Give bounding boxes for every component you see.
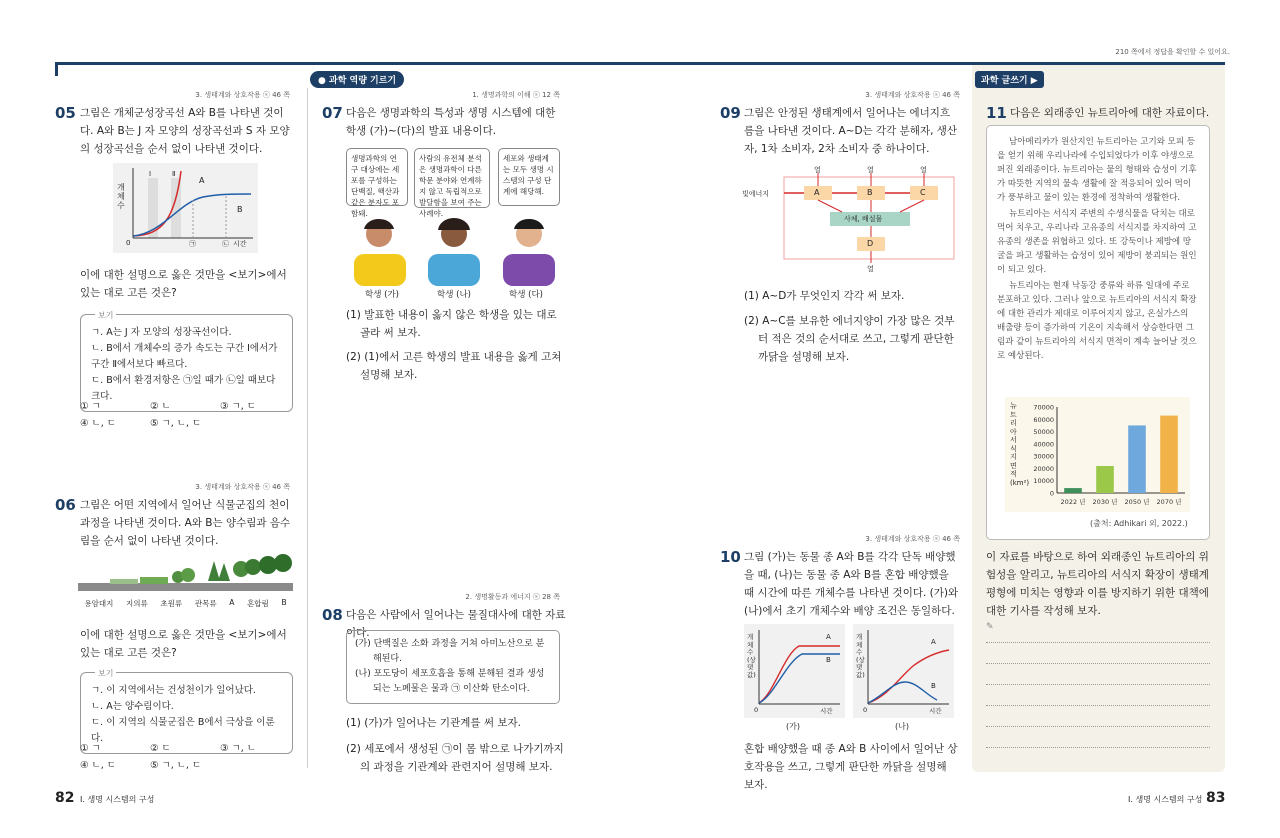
student-label: 학생 (다) <box>509 290 543 300</box>
answer-line[interactable] <box>986 622 1210 643</box>
q07-sub1: (1) 발표한 내용이 옳지 않은 학생을 있는 대로 골라 써 보자. <box>346 309 557 339</box>
q07-text: 다음은 생명과학의 특성과 생명 시스템에 대한 학생 (가)~(다)의 발표 내용이다. <box>346 107 556 137</box>
q05-source: 3. 생태계와 상호작용 ⓢ 46 쪽 <box>195 91 290 99</box>
node-c: C <box>920 188 926 197</box>
curve-b <box>868 682 937 703</box>
writing-badge <box>975 71 1044 88</box>
stage-label: 혼합림 <box>247 599 269 608</box>
answer-line[interactable] <box>986 685 1210 706</box>
interval2-label: Ⅱ <box>172 170 176 178</box>
nutria-chart <box>1005 397 1190 512</box>
stage-label: B <box>281 598 287 607</box>
answer-line[interactable] <box>986 706 1210 727</box>
shrub <box>181 568 195 582</box>
section-badge <box>310 71 404 88</box>
stage-label: 지의류 <box>125 599 148 608</box>
section-badge-label: 과학 역량 기르기 <box>329 76 397 86</box>
student-ga-shirt <box>354 254 406 286</box>
choice-1[interactable]: ① ㄱ <box>80 401 101 412</box>
student-da-shirt <box>503 254 555 286</box>
q11-number: 11 <box>986 104 1007 122</box>
label-a: A <box>826 633 831 641</box>
q10-number: 10 <box>720 548 741 566</box>
q10-graph-na <box>853 624 954 718</box>
q10-origin: 0 <box>754 706 759 714</box>
q10-graph-ga <box>744 624 845 718</box>
bogi-item: ㄷ. 이 지역의 식물군집은 B에서 극상을 이룬다. <box>91 717 275 744</box>
q11-paragraph: 뉴트리아는 서식지 주변의 수생식물을 닥치는 대로 먹어 치우고, 우리나라 고유종의 서식지를 차지하여 고유종의 생존을 위협하고 있다. 또 강둑이나 제방에 땅굴을 파고 생활하는 습성이 있어 제방이 붕괴되는 원인이 되고 있다. <box>997 209 1197 275</box>
q05-ylabel: 개체수 <box>117 183 125 210</box>
stage-label: 관목류 <box>194 599 217 608</box>
badge-dot-icon: ● <box>318 76 326 86</box>
label-b: B <box>931 682 936 690</box>
writing-badge-label: 과학 글쓰기 <box>981 76 1028 86</box>
energy-flow-diagram <box>742 165 962 275</box>
q06-number: 06 <box>55 496 76 514</box>
q06-text: 그림은 어떤 지역에서 일어난 식물군집의 천이 과정을 나타낸 것이다. A와 B는 양수림과 음수림을 순서 없이 나타낸 것이다. <box>80 499 291 547</box>
student-label: 학생 (나) <box>437 290 471 300</box>
tick1-label: ㉠ <box>189 240 196 248</box>
choice-1[interactable]: ① ㄱ <box>80 743 101 754</box>
y-tick-label: 10000 <box>1033 477 1054 486</box>
q08-sub1: (1) (가)가 일어나는 기관계를 써 보자. <box>346 717 521 729</box>
tree-a <box>208 561 220 581</box>
right-page-number: 83 <box>1206 790 1226 806</box>
q10-ylabel: 개체수(상댓값) <box>747 633 756 679</box>
q08-text: 다음은 사람에서 일어나는 물질대사에 대한 자료이다. <box>346 609 566 639</box>
column-divider <box>307 88 308 768</box>
answer-line[interactable] <box>986 727 1210 748</box>
light-energy-label: 빛에너지 <box>742 190 770 198</box>
y-tick-label: 0 <box>1049 489 1054 498</box>
q05-graph <box>113 163 258 253</box>
q08-box-item: (가) 단백질은 소화 과정을 거쳐 아미노산으로 분해된다. <box>355 639 545 664</box>
nutria-ylabel: 뉴트리아 서식지 면적(km²) <box>1010 402 1030 487</box>
arrow-c-mid <box>900 200 924 212</box>
speech-bubble-ga: 생명과학의 연구 대상에는 세포를 구성하는 단백질, 핵산과 같은 분자도 포함돼. <box>346 148 408 206</box>
bar <box>1160 416 1178 493</box>
curve-b-label: B <box>237 205 243 214</box>
graph-na-svg <box>853 624 954 718</box>
q05-question: 이에 대한 설명으로 옳은 것만을 <보기>에서 있는 대로 고른 것은? <box>80 269 287 299</box>
succession-svg <box>78 553 293 595</box>
x-tick-label: 2050 년 <box>1124 498 1150 506</box>
bar <box>1128 425 1146 493</box>
choice-3[interactable]: ③ ㄱ, ㄴ <box>220 743 256 754</box>
q10-source: 3. 생태계와 상호작용 ⓢ 46 쪽 <box>865 535 960 543</box>
q07-sub2: (2) (1)에서 고른 학생의 발표 내용을 옳게 고쳐 설명해 보자. <box>346 351 562 381</box>
stage-label: 초원류 <box>160 599 183 608</box>
q10-origin: 0 <box>863 706 868 714</box>
node-d: D <box>867 239 874 248</box>
q05-choices <box>80 398 305 432</box>
q05-origin: 0 <box>126 239 131 247</box>
bogi-item: ㄱ. 이 지역에서는 건성천이가 일어났다. <box>91 685 256 696</box>
play-icon: ▶ <box>1030 76 1038 86</box>
lichen <box>110 579 138 584</box>
caption-ga: (가) <box>786 722 800 731</box>
student-ga-hair <box>364 219 394 229</box>
stage-label: 용암대지 <box>84 599 114 608</box>
succession-image <box>78 553 293 595</box>
heat-label: 열 <box>867 166 874 174</box>
y-tick-label: 40000 <box>1033 440 1054 449</box>
panel-top-line <box>972 62 1225 65</box>
y-tick-label: 50000 <box>1033 428 1054 437</box>
q11-source-note: (출처: Adhikari 외, 2022.) <box>1090 519 1188 528</box>
student-label: 학생 (가) <box>365 290 399 300</box>
ground <box>78 583 293 591</box>
bar <box>1064 488 1082 493</box>
student-labels <box>346 288 562 300</box>
q11-paragraph: 뉴트리아는 현재 낙동강 중류와 하류 일대에 주로 분포하고 있다. 그러나 앞으로 뉴트리아의 서식지 확장에 대한 관리가 제대로 이루어지지 않고, 온실가스의 배출량 등이 증가하여 기온이 지속해서 상승한다면 그림과 같이 뉴트리아의 서식지 면적이 계속 늘어날 것으로 예상된다. <box>997 281 1197 361</box>
heat-label: 열 <box>920 166 927 174</box>
bogi-title: 보기 <box>95 666 116 682</box>
bogi-title: 보기 <box>95 308 116 324</box>
q08-number: 08 <box>322 606 343 624</box>
y-tick-label: 30000 <box>1033 452 1054 461</box>
q10-text: 그림 (가)는 동물 종 A와 B를 각각 단독 배양했을 때, (나)는 동물 종 A와 B를 혼합 배양했을 때 시간에 따른 개체수를 나타낸 것이다. (가)와 (나)에서 초기 개체수와 배양 조건은 동일하다. <box>744 551 959 617</box>
q11-paragraph: 남아메리카가 원산지인 뉴트리아는 고기와 모피 등을 얻기 위해 우리나라에 수입되었다가 이후 야생으로 퍼진 외래종이다. 뉴트리아는 뭍의 형태와 습성이 기후가 따뜻한 지역의 물속 생활에 잘 적응되어 있어 먹이가 풍부하고 물이 있는 환경에 정착하여 생활한다. <box>997 137 1197 203</box>
node-b: B <box>867 188 873 197</box>
q09-number: 09 <box>720 104 741 122</box>
y-tick-label: 20000 <box>1033 464 1054 473</box>
label-a: A <box>931 638 936 646</box>
choice-3[interactable]: ③ ㄱ, ㄷ <box>220 401 256 412</box>
q09-text: 그림은 안정된 생태계에서 일어나는 에너지흐름을 나타낸 것이다. A~D는 각각 분해자, 생산자, 1차 소비자, 2차 소비자 중 하나이다. <box>744 107 958 155</box>
interval1-label: Ⅰ <box>149 170 152 178</box>
pencil-icon: ✎ <box>986 622 994 632</box>
student-na-hair <box>438 218 470 230</box>
q06-question: 이에 대한 설명으로 옳은 것만을 <보기>에서 있는 대로 고른 것은? <box>80 629 287 659</box>
node-a: A <box>814 188 820 197</box>
bogi-item: ㄴ. B에서 개체수의 증가 속도는 구간 Ⅰ에서가 구간 Ⅱ에서보다 빠르다. <box>91 343 278 370</box>
bogi-item: ㄷ. B에서 환경저항은 ㉠일 때가 ㉡일 때보다 크다. <box>91 375 276 402</box>
frame-corner-left <box>55 62 58 76</box>
q10-xlabel: 시간 <box>929 707 942 715</box>
choice-5[interactable]: ⑤ ㄱ, ㄴ, ㄷ <box>150 760 202 771</box>
middle-label: 사체, 배설물 <box>844 215 883 223</box>
arrow-a-mid <box>818 200 842 212</box>
x-tick-label: 2030 년 <box>1092 498 1118 506</box>
student-na-shirt <box>428 254 480 286</box>
right-page-title: Ⅰ. 생명 시스템의 구성 <box>1128 795 1203 804</box>
q08-sub2: (2) 세포에서 생성된 ㉠이 몸 밖으로 나가기까지의 과정을 기관계와 관련지어 설명해 보자. <box>346 743 564 773</box>
speech-bubble-da: 세포와 생태계는 모두 생명 시스템의 구성 단계에 해당해. <box>498 148 560 206</box>
q09-source: 3. 생태계와 상호작용 ⓢ 46 쪽 <box>865 91 960 99</box>
students-svg <box>346 214 562 286</box>
students-image <box>346 214 562 286</box>
heat-label: 열 <box>814 166 821 174</box>
q09-sub1: (1) A~D가 무엇인지 각각 써 보자. <box>744 290 905 302</box>
q10-xlabel: 시간 <box>820 707 833 715</box>
q07-number: 07 <box>322 104 343 122</box>
q05-number: 05 <box>55 104 76 122</box>
label-b: B <box>826 656 831 664</box>
tick2-label: ㉡ <box>222 240 229 248</box>
bar <box>1096 466 1114 493</box>
q05-xlabel: 시간 <box>233 240 247 248</box>
left-page-title: Ⅰ. 생명 시스템의 구성 <box>80 795 155 804</box>
left-page-number: 82 <box>55 790 75 806</box>
x-tick-label: 2022 년 <box>1060 498 1086 506</box>
answer-line[interactable] <box>986 643 1210 664</box>
stage-label: A <box>229 598 235 607</box>
q10-question: 혼합 배양했을 때 종 A와 B 사이에서 일어난 상호작용을 쓰고, 그렇게 판단한 까닭을 설명해 보자. <box>744 743 958 791</box>
tree-a <box>218 563 230 581</box>
q11-text: 다음은 외래종인 뉴트리아에 대한 자료이다. <box>1010 107 1210 119</box>
heat-label: 열 <box>867 265 874 273</box>
q10-ylabel: 개체수(상댓값) <box>856 633 865 679</box>
choice-5[interactable]: ⑤ ㄱ, ㄴ, ㄷ <box>150 418 202 429</box>
answer-note: 210 쪽에서 정답을 확인할 수 있어요. <box>1115 48 1230 56</box>
q05-text: 그림은 개체군성장곡선 A와 B를 나타낸 것이다. A와 B는 J 자 모양의 성장곡선과 S 자 모양의 성장곡선을 순서 없이 나타낸 것이다. <box>80 107 290 155</box>
caption-na: (나) <box>895 722 909 731</box>
choice-4[interactable]: ④ ㄴ, ㄷ <box>80 760 116 771</box>
choice-4[interactable]: ④ ㄴ, ㄷ <box>80 418 116 429</box>
mixed-tree <box>245 559 261 575</box>
q07-source: 1. 생명과학의 이해 ⓢ 12 쪽 <box>472 91 560 99</box>
y-tick-label: 60000 <box>1033 415 1054 424</box>
curve-a-label: A <box>199 176 205 185</box>
student-da-hair <box>514 219 544 229</box>
q08-source: 2. 생명활동과 에너지 ⓢ 28 쪽 <box>465 593 560 601</box>
succession-labels <box>78 598 293 609</box>
q06-source: 3. 생태계와 상호작용 ⓢ 46 쪽 <box>195 483 290 491</box>
tree-b <box>274 554 292 572</box>
answer-lines[interactable] <box>986 622 1210 748</box>
bogi-item: ㄴ. A는 양수림이다. <box>91 701 174 712</box>
y-tick-label: 70000 <box>1033 403 1054 412</box>
x-tick-label: 2070 년 <box>1156 498 1182 506</box>
nutria-chart-svg <box>1005 397 1190 512</box>
grass <box>140 577 168 584</box>
q08-box-item: (나) 포도당이 세포호흡을 통해 분해된 결과 생성되는 노폐물은 물과 ㉠ 이산화 탄소이다. <box>355 669 545 694</box>
speech-bubble-na: 사람의 유전체 분석은 생명과학이 다른 학문 분야와 연계하지 않고 독립적으로 발달함을 보여 주는 사례야. <box>414 148 490 208</box>
answer-line[interactable] <box>986 664 1210 685</box>
q09-sub2: (2) A~C를 보유한 에너지양이 가장 많은 것부터 적은 것의 순서대로 쓰고, 그렇게 판단한 까닭을 설명해 보자. <box>744 315 955 363</box>
top-frame-line <box>55 62 975 65</box>
bogi-item: ㄱ. A는 J 자 모양의 성장곡선이다. <box>91 327 232 338</box>
choice-2[interactable]: ② ㄴ <box>150 401 171 412</box>
q11-question: 이 자료를 바탕으로 하여 외래종인 뉴트리아의 위험성을 알리고, 뉴트리아의 서식지 확장이 생태계평형에 미치는 영향과 이를 방지하기 위한 대책에 대한 기사를 작성해 보자. <box>986 551 1209 617</box>
q08-box <box>346 630 560 704</box>
choice-2[interactable]: ② ㄷ <box>150 743 171 754</box>
q06-choices <box>80 740 305 774</box>
